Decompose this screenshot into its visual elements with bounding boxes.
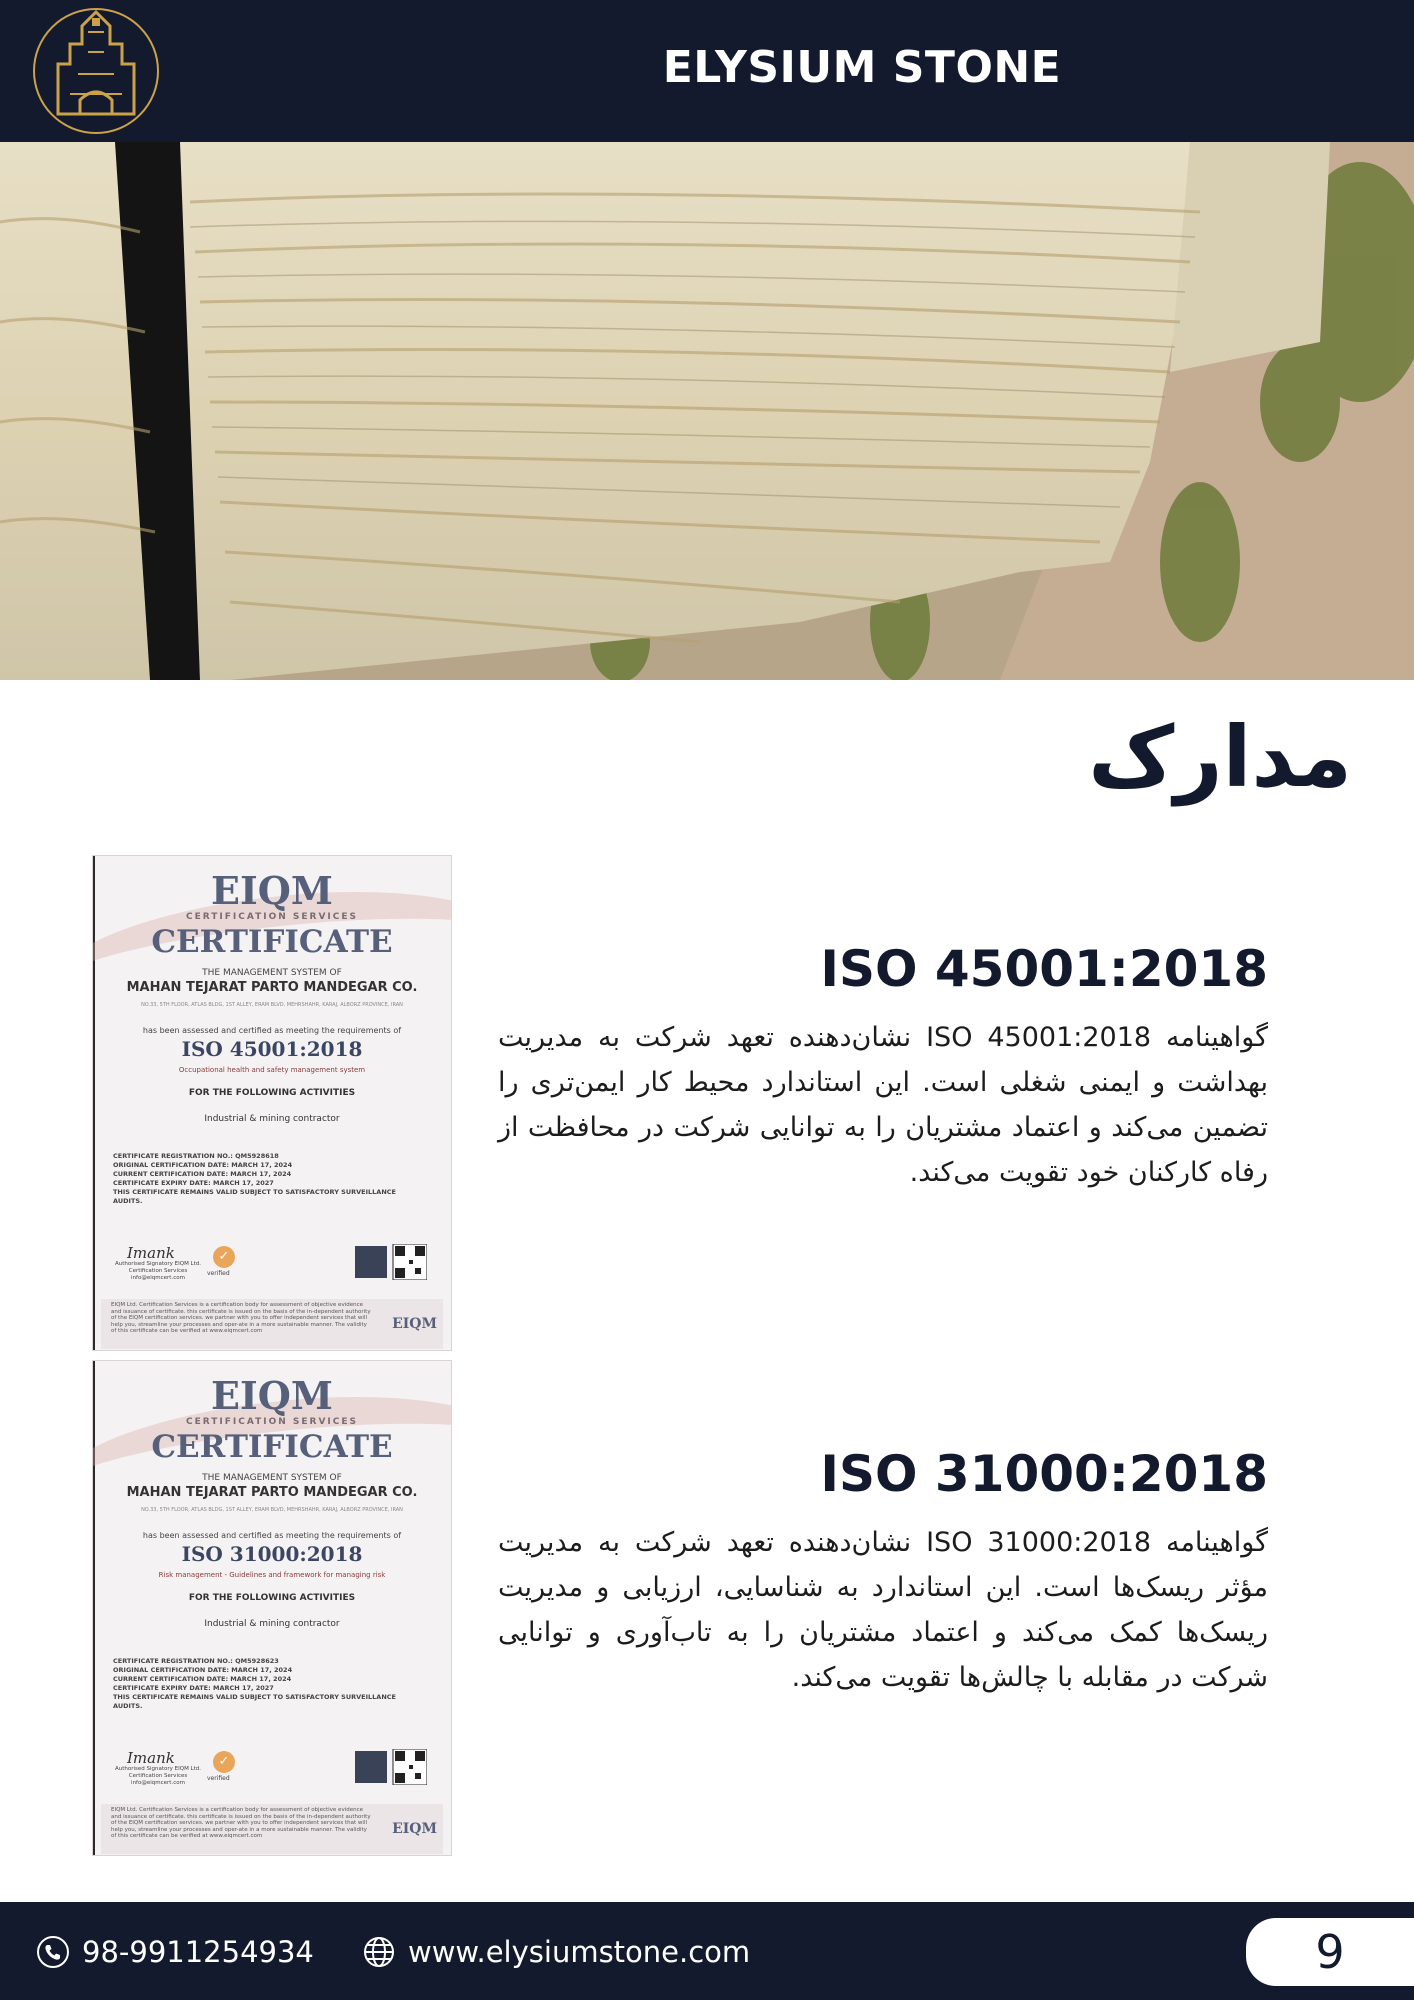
certificate-activity: Industrial & mining contractor: [204, 1619, 340, 1629]
certificate-heading: CERTIFICATE: [151, 924, 393, 960]
certificate-verified-label: verified: [207, 1775, 230, 1782]
certificate-image-iso-31000: [92, 1360, 452, 1856]
certificate-reg-no: CERTIFICATE REGISTRATION NO.: QM5928623: [113, 1657, 279, 1665]
globe-icon: [362, 1935, 396, 1969]
phone-icon: [36, 1935, 70, 1969]
page-title: مدارک: [1088, 708, 1352, 806]
eiqm-footer-logo: EIQM: [392, 1821, 437, 1837]
page-header: [0, 0, 1414, 142]
page-footer: [0, 1902, 1414, 2000]
footer-website-url: www.elysiumstone.com: [408, 1935, 751, 1969]
certificate-expiry-date: CERTIFICATE EXPIRY DATE: MARCH 17, 2027: [113, 1179, 274, 1187]
certificate-system-line: THE MANAGEMENT SYSTEM OF: [202, 968, 342, 978]
verified-check-icon: ✓: [213, 1751, 235, 1773]
certificate-image-iso-45001: [92, 855, 452, 1351]
certificate-standard-desc: Risk management - Guidelines and framework for managing risk: [158, 1571, 386, 1579]
certificate-activity: Industrial & mining contractor: [204, 1114, 340, 1124]
verified-check-icon: ✓: [213, 1246, 235, 1268]
certificate-validity: THIS CERTIFICATE REMAINS VALID SUBJECT TO SATISFACTORY SURVEILLANCE AUDITS.: [113, 1188, 396, 1205]
certificate-activities-label: FOR THE FOLLOWING ACTIVITIES: [188, 1593, 356, 1603]
certificate-current-date: CURRENT CERTIFICATION DATE: MARCH 17, 2024: [113, 1675, 292, 1683]
eiqm-footer-logo: EIQM: [392, 1316, 437, 1332]
page-number: 9: [1246, 1918, 1414, 1986]
certificate-standard-desc: Occupational health and safety management system: [178, 1066, 366, 1074]
eiqm-logo: EIQM: [211, 868, 333, 913]
section-body-iso-31000: گواهینامه ISO 31000:2018 نشان‌دهنده تعهد شرکت به مدیریت مؤثر ریسک‌ها است. این استاندارد به شناسایی، ارزیابی و مدیریت ریسک‌ها کمک می‌کند و اعتماد مشتریان را به تاب‌آوری و توانایی شرکت در مقابله با چالش‌ها تقویت می‌کند.: [498, 1527, 1268, 1693]
footer-phone[interactable]: [36, 1932, 314, 1972]
certificate-signatory: Authorised Signatory EIQM Ltd. Certification Services info@eiqmcert.com: [114, 1766, 202, 1786]
certificate-signature: Imank: [127, 1749, 175, 1767]
certificate-reg-no: CERTIFICATE REGISTRATION NO.: QM5928618: [113, 1152, 279, 1160]
certificate-registration-block: [113, 1152, 403, 1206]
certificate-assessed-line: has been assessed and certified as meeting the requirements of: [142, 1531, 402, 1540]
certificate-address: NO.33, 5TH FLOOR, ATLAS BLDG, 1ST ALLEY, ERAM BLVD, MEHRSHAHR, KARAJ, ALBORZ PROVINCE, IRAN: [141, 1507, 403, 1513]
section-title-iso-31000: ISO 31000:2018: [820, 1445, 1268, 1503]
certificate-validity: THIS CERTIFICATE REMAINS VALID SUBJECT TO SATISFACTORY SURVEILLANCE AUDITS.: [113, 1693, 396, 1710]
certificate-signature: Imank: [127, 1244, 175, 1262]
brand-name: ELYSIUM STONE: [662, 42, 1062, 93]
footer-phone-number: 98-9911254934: [82, 1935, 314, 1969]
certificate-brand-sub: CERTIFICATION SERVICES: [185, 1417, 359, 1427]
section-body-iso-45001: گواهینامه ISO 45001:2018 نشان‌دهنده تعهد شرکت به مدیریت بهداشت و ایمنی شغلی است. این استاندارد محیط کار ایمن‌تری را تضمین می‌کند و اعتماد مشتریان را به توانایی شرکت در محافظت از رفاه کارکنان خود تقویت می‌کند.: [498, 1022, 1268, 1188]
certificate-standard: ISO 31000:2018: [181, 1542, 363, 1566]
certificate-expiry-date: CERTIFICATE EXPIRY DATE: MARCH 17, 2027: [113, 1684, 274, 1692]
certificate-heading: CERTIFICATE: [151, 1429, 393, 1465]
certificate-address: NO.33, 5TH FLOOR, ATLAS BLDG, 1ST ALLEY, ERAM BLVD, MEHRSHAHR, KARAJ, ALBORZ PROVINCE, IRAN: [141, 1002, 403, 1008]
certificate-assessed-line: has been assessed and certified as meeting the requirements of: [142, 1026, 402, 1035]
certificate-verified-label: verified: [207, 1270, 230, 1277]
building-crest-logo-icon: [30, 4, 162, 138]
eiqm-logo: EIQM: [211, 1373, 333, 1418]
certificate-registration-block: [113, 1657, 403, 1711]
certificate-standard: ISO 45001:2018: [181, 1037, 363, 1061]
certificate-brand-sub: CERTIFICATION SERVICES: [185, 912, 359, 922]
certificate-company: MAHAN TEJARAT PARTO MANDEGAR CO.: [126, 980, 418, 995]
footer-website[interactable]: [362, 1932, 750, 1972]
certificate-company: MAHAN TEJARAT PARTO MANDEGAR CO.: [126, 1485, 418, 1500]
certificate-signatory: Authorised Signatory EIQM Ltd. Certification Services info@eiqmcert.com: [114, 1261, 202, 1281]
certificate-original-date: ORIGINAL CERTIFICATION DATE: MARCH 17, 2024: [113, 1161, 293, 1169]
certificate-footer-text: EIQM Ltd. Certification Services is a certification body for assessment of objective evidence and issuance of certificate. this certificate is issued on the basis of the in-dependent authority of the EIQM certification services. we partner with you to offer independent services that will help you, streamline your processes and oper-ate in a more sustainable manner. The validity of this certificate can be verified at www.eiqmcert.com: [111, 1807, 371, 1839]
certificate-system-line: THE MANAGEMENT SYSTEM OF: [202, 1473, 342, 1483]
section-title-iso-45001: ISO 45001:2018: [820, 940, 1268, 998]
certificate-current-date: CURRENT CERTIFICATION DATE: MARCH 17, 2024: [113, 1170, 292, 1178]
certificate-original-date: ORIGINAL CERTIFICATION DATE: MARCH 17, 2024: [113, 1666, 293, 1674]
certificate-activities-label: FOR THE FOLLOWING ACTIVITIES: [188, 1088, 356, 1098]
qr-code-icon: [355, 1244, 427, 1280]
qr-code-icon: [355, 1749, 427, 1785]
hero-onyx-photo: [0, 142, 1414, 680]
certificate-footer-text: EIQM Ltd. Certification Services is a certification body for assessment of objective evidence and issuance of certificate. this certificate is issued on the basis of the in-dependent authority of the EIQM certification services. we partner with you to offer independent services that will help you, streamline your processes and oper-ate in a more sustainable manner. The validity of this certificate can be verified at www.eiqmcert.com: [111, 1302, 371, 1334]
